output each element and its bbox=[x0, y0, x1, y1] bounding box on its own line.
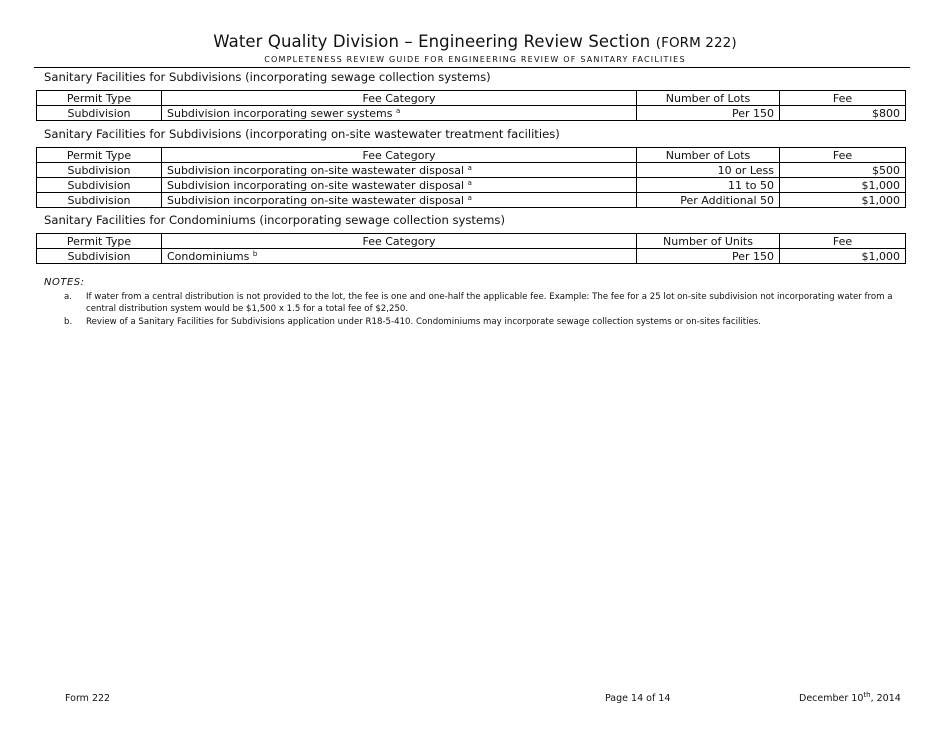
footnote-marker: b bbox=[252, 249, 258, 258]
form-number-label: (FORM 222) bbox=[655, 35, 737, 51]
note-text: If water from a central distribution is not provided to the lot, the fee is one and one-half the applicable fee. Example: The fee for a 25 lot on-site subdivision not incorporating water from a central distribution system would be $1,500 x 1.5 for a total fee of $2,250. bbox=[86, 292, 893, 314]
table-row bbox=[37, 178, 906, 193]
number-cell: Per 150 bbox=[637, 106, 780, 121]
footer-date-ordinal: th bbox=[863, 691, 871, 699]
column-header-number: Number of Units bbox=[637, 234, 780, 249]
note-marker: a. bbox=[64, 292, 72, 302]
number-cell: 10 or Less bbox=[637, 163, 780, 178]
page-title bbox=[0, 32, 950, 51]
note-text: Review of a Sanitary Facilities for Subdivisions application under R18-5-410. Condominiums may incorporate sewage collection systems or on-sites facilities. bbox=[86, 317, 761, 327]
footnote-marker: a bbox=[467, 193, 472, 202]
fee-category-cell bbox=[162, 163, 637, 178]
number-cell: 11 to 50 bbox=[637, 178, 780, 193]
table-header-row bbox=[37, 148, 906, 163]
column-header-permit-type: Permit Type bbox=[37, 234, 162, 249]
note-item-b bbox=[64, 316, 906, 330]
footer-date-main: December 10 bbox=[799, 693, 864, 704]
column-header-number: Number of Lots bbox=[637, 148, 780, 163]
fee-category-cell bbox=[162, 193, 637, 208]
section-title-onsite-subdivisions: Sanitary Facilities for Subdivisions (incorporating on-site wastewater treatment facilities) bbox=[44, 127, 560, 141]
permit-type-cell: Subdivision bbox=[37, 193, 162, 208]
permit-type-cell: Subdivision bbox=[37, 163, 162, 178]
header-divider bbox=[34, 67, 910, 68]
fee-category-text: Condominiums bbox=[167, 249, 250, 263]
column-header-fee: Fee bbox=[780, 234, 906, 249]
fee-table-sewer-subdivisions bbox=[36, 90, 906, 121]
number-cell: Per 150 bbox=[637, 249, 780, 264]
table-header-row bbox=[37, 234, 906, 249]
footer-page-number: Page 14 of 14 bbox=[605, 693, 671, 704]
column-header-fee: Fee bbox=[780, 91, 906, 106]
page-title-text: Water Quality Division – Engineering Review Section bbox=[213, 32, 651, 51]
fee-cell: $1,000 bbox=[780, 193, 906, 208]
fee-category-text: Subdivision incorporating sewer systems bbox=[167, 106, 393, 120]
column-header-number: Number of Lots bbox=[637, 91, 780, 106]
fee-category-text: Subdivision incorporating on-site wastewater disposal bbox=[167, 193, 465, 207]
footnote-marker: a bbox=[467, 178, 472, 187]
fee-cell: $1,000 bbox=[780, 178, 906, 193]
fee-category-cell bbox=[162, 178, 637, 193]
column-header-fee-category: Fee Category bbox=[162, 234, 637, 249]
column-header-permit-type: Permit Type bbox=[37, 91, 162, 106]
footer-form-label: Form 222 bbox=[65, 693, 111, 704]
fee-category-text: Subdivision incorporating on-site wastewater disposal bbox=[167, 178, 465, 192]
column-header-fee-category: Fee Category bbox=[162, 148, 637, 163]
fee-cell: $500 bbox=[780, 163, 906, 178]
column-header-fee-category: Fee Category bbox=[162, 91, 637, 106]
footnote-marker: a bbox=[395, 106, 401, 115]
fee-table-condominiums bbox=[36, 233, 906, 264]
permit-type-cell: Subdivision bbox=[37, 249, 162, 264]
table-row bbox=[37, 193, 906, 208]
section-title-condominiums: Sanitary Facilities for Condominiums (incorporating sewage collection systems) bbox=[44, 213, 505, 227]
section-title-sewer-subdivisions: Sanitary Facilities for Subdivisions (incorporating sewage collection systems) bbox=[44, 70, 491, 84]
permit-type-cell: Subdivision bbox=[37, 106, 162, 121]
column-header-fee: Fee bbox=[780, 148, 906, 163]
table-row bbox=[37, 249, 906, 264]
footnote-marker: a bbox=[467, 163, 472, 172]
note-item-a bbox=[64, 291, 906, 317]
fee-cell: $1,000 bbox=[780, 249, 906, 264]
fee-cell: $800 bbox=[780, 106, 906, 121]
note-marker: b. bbox=[64, 317, 73, 327]
table-header-row bbox=[37, 91, 906, 106]
fee-table-onsite-subdivisions bbox=[36, 147, 906, 208]
footer-date-year: , 2014 bbox=[870, 693, 901, 704]
footer-date bbox=[799, 693, 901, 704]
page-subtitle: COMPLETENESS REVIEW GUIDE FOR ENGINEERING REVIEW OF SANITARY FACILITIES bbox=[264, 55, 686, 64]
fee-category-text: Subdivision incorporating on-site wastewater disposal bbox=[167, 163, 465, 177]
notes-label: NOTES: bbox=[44, 277, 85, 288]
fee-category-cell bbox=[162, 106, 637, 121]
permit-type-cell: Subdivision bbox=[37, 178, 162, 193]
fee-category-cell bbox=[162, 249, 637, 264]
column-header-permit-type: Permit Type bbox=[37, 148, 162, 163]
table-row bbox=[37, 163, 906, 178]
table-row bbox=[37, 106, 906, 121]
number-cell: Per Additional 50 bbox=[637, 193, 780, 208]
